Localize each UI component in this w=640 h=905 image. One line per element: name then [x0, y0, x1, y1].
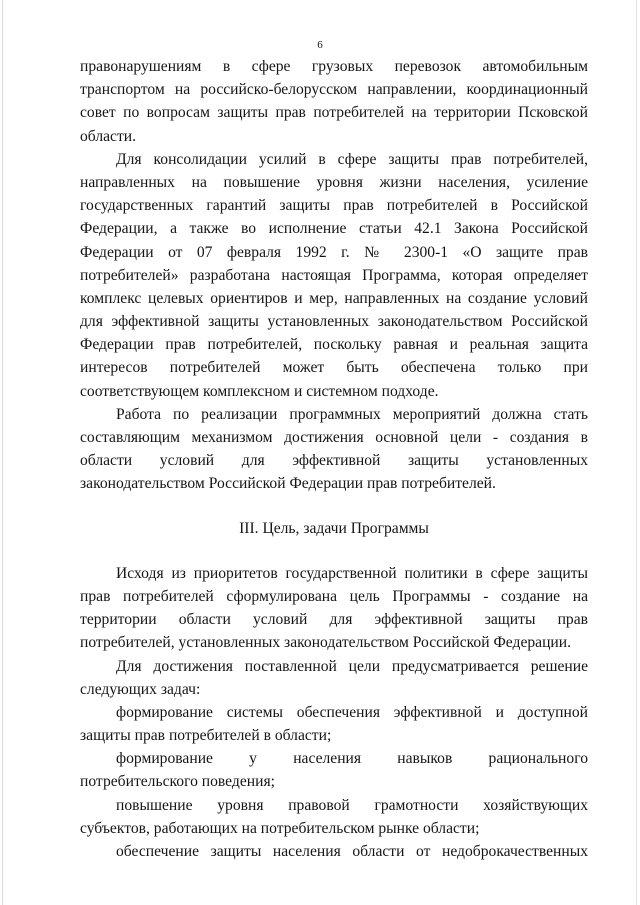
- task-item: повышение уровня правовой грамотности хозяйствующих: [116, 796, 588, 814]
- text-line: Для достижения поставленной цели предусматривается решение: [116, 657, 588, 675]
- text-line: потребителей» разработана настоящая Программа, которая определяет: [80, 266, 588, 284]
- text-line: области.: [80, 127, 137, 145]
- text-line: Федерации от 07 февраля 1992 г. № 2300-1 «О защите прав: [80, 243, 588, 261]
- text-line: государственных гарантий защиты прав потребителей в Российской: [80, 197, 588, 215]
- text-line: защиты прав потребителей в области;: [80, 727, 332, 745]
- text-line: прав потребителей сформулирована цель Программы - создание на: [80, 587, 588, 605]
- task-item: обеспечение защиты населения области от недоброкачественных: [116, 843, 588, 860]
- text-line: комплекс целевых ориентиров и мер, направленных на создание условий: [80, 289, 588, 307]
- text-line: составляющим механизмом достижения основной цели - создания в: [80, 429, 588, 446]
- text-line: Исходя из приоритетов государственной политики в сфере защиты: [116, 564, 588, 582]
- text-line: совет по вопросам защиты прав потребителей на территории Псковской: [80, 104, 588, 122]
- text-line: следующих задач:: [80, 680, 201, 698]
- text-line: Федерации, а также во исполнение статьи 42.1 Закона Российской: [80, 220, 588, 238]
- text-line: потребителей, установленных законодательством Российской Федерации.: [80, 634, 572, 652]
- text-line: Для консолидации усилий в сфере защиты прав потребителей,: [116, 150, 588, 168]
- page-edge-right: [636, 0, 637, 905]
- text-line: потребительского поведения;: [80, 773, 275, 791]
- text-line: территории области условий для эффективной защиты прав: [80, 611, 588, 629]
- page-edge-left: [2, 0, 3, 905]
- text-line: правонарушениям в сфере грузовых перевозок автомобильным: [80, 58, 588, 75]
- text-line: направленных на повышение уровня жизни населения, усиление: [80, 173, 588, 191]
- text-line: области условий для эффективной защиты установленных: [80, 452, 588, 470]
- section-heading: III. Цель, задачи Программы: [239, 519, 429, 537]
- text-line: Работа по реализации программных мероприятий должна стать: [116, 405, 588, 423]
- document-body: [80, 55, 588, 863]
- text-line: законодательством Российской Федерации прав потребителей.: [80, 475, 496, 493]
- task-item: формирование системы обеспечения эффективной и доступной: [116, 703, 588, 721]
- task-item: формирование у населения навыков рационального: [116, 750, 588, 768]
- text-line: транспортом на российско-белорусском направлении, координационный: [80, 81, 588, 99]
- text-line: для эффективной защиты установленных законодательством Российской: [80, 313, 588, 331]
- text-line: субъектов, работающих на потребительском рынке области;: [80, 819, 480, 837]
- text-line: соответствующем комплексном и системном подходе.: [80, 382, 439, 400]
- text-line: Федерации прав потребителей, поскольку равная и реальная защита: [80, 336, 588, 354]
- page-number: 6: [317, 39, 323, 51]
- text-line: интересов потребителей может быть обеспечена только при: [80, 359, 588, 377]
